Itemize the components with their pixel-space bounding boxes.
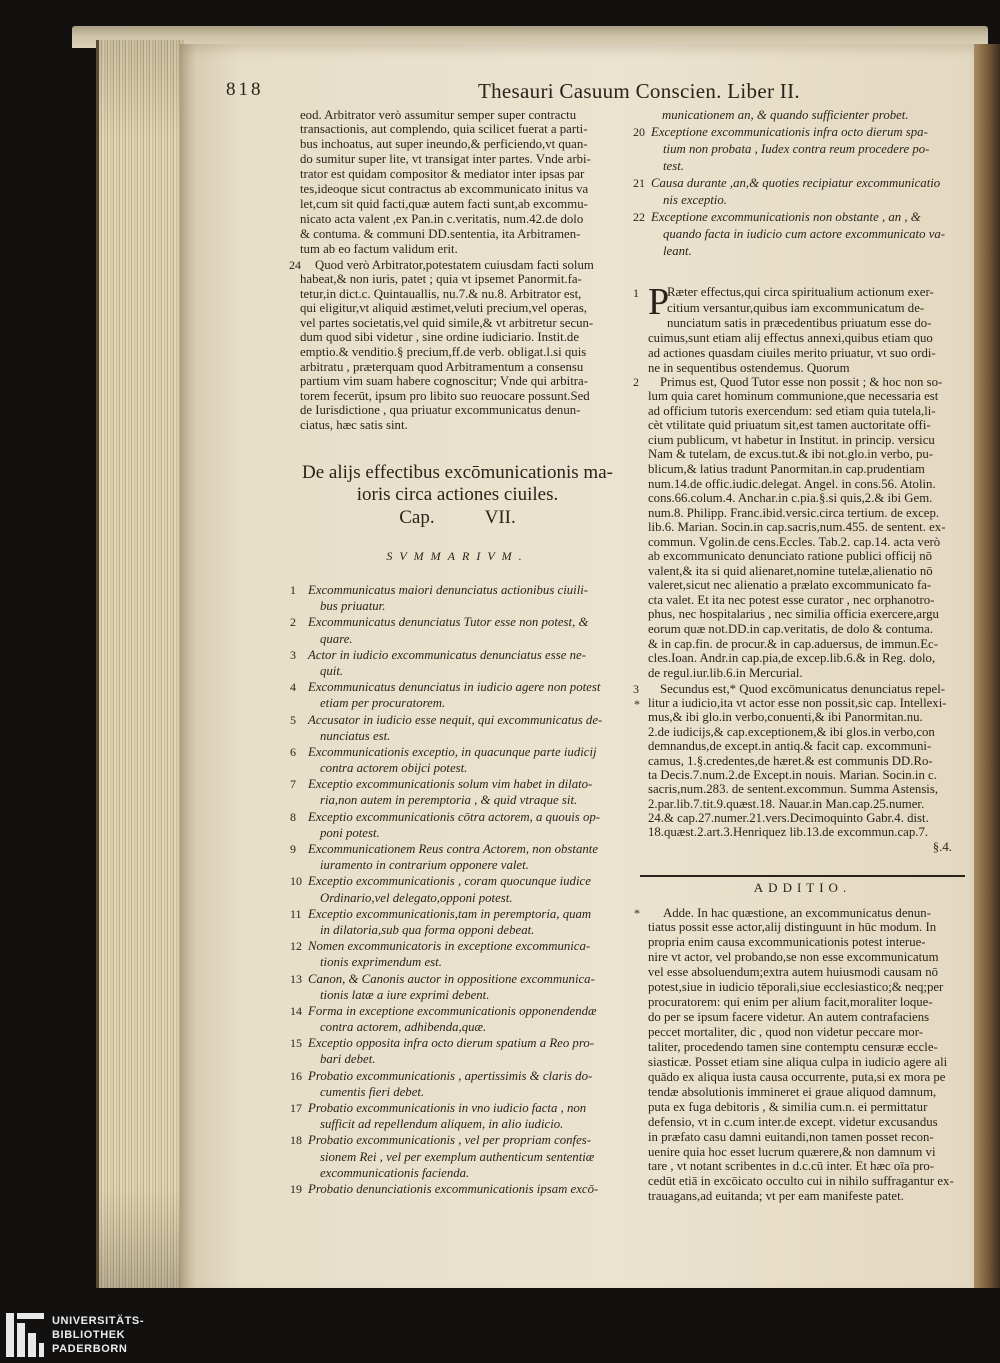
chapter-heading bbox=[290, 462, 625, 506]
summary-item-text bbox=[290, 1181, 625, 1197]
text-line: uenire quia hoc esset lucrum quærere,& non damnum vi bbox=[648, 1144, 936, 1159]
summary-item bbox=[290, 1132, 625, 1181]
summary-item bbox=[633, 175, 966, 209]
text-line: phus, nec hospitalarius , nec similia officia exercere,argu bbox=[648, 607, 939, 622]
right-paragraph-3 bbox=[648, 682, 966, 854]
text-line: tes,ideoque sicut contractus ab excommunicato initus va bbox=[300, 181, 589, 196]
summary-item-text bbox=[290, 841, 625, 873]
text-line: excommunicationis facienda. bbox=[320, 1165, 470, 1180]
text-line: demnandus,de except.in antiq.& facit cap. excommuni- bbox=[648, 739, 932, 754]
text-line: Actor in iudicio excommunicatus denunciatus esse ne- bbox=[308, 647, 586, 662]
summary-item bbox=[290, 712, 625, 744]
text-line: De alijs effectibus excōmunicationis ma- bbox=[302, 462, 613, 483]
left-paragraph-a bbox=[300, 108, 625, 257]
summary-item-text bbox=[290, 744, 625, 776]
text-line: do per se ipsum facere videtur. An autem contrafaciens bbox=[648, 1010, 930, 1025]
summary-item bbox=[633, 209, 966, 260]
summary-item-text bbox=[633, 175, 966, 209]
text-line: eorum quæ not.DD.in cap.veritatis, de dolo & contuma. bbox=[648, 621, 934, 636]
text-line: nunciatus est. bbox=[320, 728, 391, 743]
text-line: in præfato casu damni euitandi,non tamen posset recon- bbox=[648, 1129, 934, 1144]
text-line: Exceptio excommunicationis , coram quocunque iudice bbox=[308, 874, 591, 889]
text-line: §.4. bbox=[932, 839, 952, 854]
text-line: cumentis fieri debet. bbox=[320, 1084, 425, 1099]
paragraph-number: 24 bbox=[289, 258, 301, 272]
drop-cap-initial: P bbox=[648, 281, 670, 323]
text-line: tionis exprimendum est. bbox=[320, 955, 442, 970]
text-line: sufficit ad repellendum aliquem, in alio iudicio. bbox=[320, 1117, 564, 1132]
text-line: Excommunicatus denunciatus Tutor esse non potest, & bbox=[308, 615, 589, 630]
text-line: poni potest. bbox=[320, 825, 380, 840]
summary-item bbox=[290, 614, 625, 646]
text-line: ne in sequentibus ostendemus. Quorum bbox=[648, 361, 850, 376]
text-line: cons.66.colum.4. Anchar.in c.pia.§.si quis,2.& ibi Gem. bbox=[648, 491, 933, 506]
summary-item-text bbox=[290, 647, 625, 679]
text-line: nire vt actor, vel probando,se non esse excommunicatum bbox=[648, 950, 939, 965]
summary-item bbox=[290, 1100, 625, 1132]
text-line: trauagans,ad euitanda; vt per eam manifeste patet. bbox=[648, 1189, 904, 1204]
text-line: Exceptio opposita infra octo dierum spatium a Reo pro- bbox=[308, 1036, 594, 1051]
text-line: camus, 1.§.credentes,de hæret.& est communis DD.Ro- bbox=[648, 753, 933, 768]
left-paragraph-24 bbox=[300, 258, 625, 433]
text-line: sacris,num.283. de sentent.excommun. Summa Astensis, bbox=[648, 782, 939, 797]
summary-list-left bbox=[290, 582, 625, 1197]
text-line: citium versantur,quibus iam excommunicatum de- bbox=[667, 300, 925, 315]
summary-item-number: 9 bbox=[290, 842, 296, 856]
logo-line: UNIVERSITÄTS- bbox=[52, 1315, 145, 1327]
text-line: transactionis, aut complendo, quia scilicet fuerat a parti- bbox=[300, 122, 588, 137]
text-line: Accusator in iudicio esse nequit, qui excommunicatus de- bbox=[308, 712, 603, 727]
logo-line: BIBLIOTHEK bbox=[52, 1329, 126, 1341]
summary-item-text bbox=[290, 1132, 625, 1181]
summary-item bbox=[290, 938, 625, 970]
summary-item bbox=[290, 841, 625, 873]
text-line: Ordinario,vel delegato,opponi potest. bbox=[320, 890, 513, 905]
text-line: arbitratu , præterquam quod Arbitramentum a consensu bbox=[300, 359, 584, 374]
paragraph-number: 3 bbox=[633, 682, 639, 696]
text-line: Excommunicationem Reus contra Actorem, non obstante bbox=[308, 842, 599, 856]
page-number: 818 bbox=[226, 79, 264, 100]
text-line: in dilatoria,sub qua forma opponi debeat. bbox=[320, 922, 535, 937]
summary-item-number: 20 bbox=[633, 124, 645, 139]
text-line: cium publicum, vt habetur in Institut. in princip. versicu bbox=[648, 432, 935, 447]
text-line: contra actorem, adhibenda,quæ. bbox=[320, 1020, 487, 1035]
chapter-roman-number: VII. bbox=[484, 507, 516, 528]
text-line: Probatio excommunicationis , vel per propriam confes- bbox=[308, 1133, 592, 1148]
right-paragraph-2 bbox=[648, 375, 966, 680]
text-line: cta valet. Et ita nec potest esse curator , nec orphanotro- bbox=[648, 592, 935, 607]
additio-divider bbox=[640, 875, 965, 877]
summary-item-text bbox=[290, 679, 625, 711]
text-line: lum quia caret hominum communione,que necessaria est bbox=[648, 389, 939, 404]
text-line: lib.6. Marian. Socin.in cap.sacris,num.455. de sentent. ex- bbox=[648, 520, 946, 535]
text-line: Exceptione excommunicationis non obstante , an , & bbox=[651, 209, 921, 224]
text-line: Adde. In hac quæstione, an excommunicatus denun- bbox=[663, 905, 931, 920]
text-line: ad actiones quasdam ciuiles merito priuatur, vt suo ordi- bbox=[648, 346, 936, 361]
text-line: Excommunicationis exceptio, in quacunque parte iudicij bbox=[308, 744, 597, 759]
text-line: Nomen excommunicatoris in exceptione excommunica- bbox=[308, 939, 591, 954]
summary-item bbox=[290, 647, 625, 679]
text-line: Exceptio excommunicationis,tam in peremptoria, quam bbox=[308, 906, 592, 921]
text-line: Canon, & Canonis auctor in oppositione excommunica- bbox=[308, 971, 595, 986]
text-line: cèt vtilitate quid priuatum sit,est tamen auctoritate offi- bbox=[648, 418, 931, 433]
text-line: Probatio excommunicationis , apertissimis & claris do- bbox=[308, 1068, 593, 1083]
summary-item-number: 1 bbox=[290, 583, 296, 597]
text-line: vel partes societatis,vel quid simile,& vt arbitretur secun- bbox=[300, 315, 594, 330]
text-line: mus,& ibi glo.in verbo,conuenti,& ibi Panormitan.nu. bbox=[648, 710, 923, 725]
library-logo-text bbox=[52, 1314, 144, 1356]
text-line: num.8. Philipp. Franc.ibid.versic.circa tertium. de excep. bbox=[648, 505, 940, 520]
summary-item-text bbox=[290, 938, 625, 970]
text-line: let,cum sit quid facti,quæ autem facti sunt,ab excommu- bbox=[300, 196, 588, 211]
text-line: cuimus,sunt etiam alij effectus annexi,quibus etiam quo bbox=[648, 330, 933, 345]
text-line: etiam per procuratorem. bbox=[320, 696, 446, 711]
summary-item-text bbox=[290, 582, 625, 614]
text-line: cles.Ioan. Andr.in cap.pia,de excep.lib.6.& in Reg. dolo, bbox=[648, 651, 936, 666]
text-line: ciatus, hæc satis sint. bbox=[300, 417, 408, 432]
text-line: Nam & tutelam, de excus.tut.& ibi not.glo.in verbo, pu- bbox=[648, 447, 934, 462]
summary-item-text bbox=[633, 209, 966, 260]
summary-item-number: 21 bbox=[633, 175, 645, 190]
summary-item bbox=[290, 971, 625, 1003]
summary-item bbox=[290, 906, 625, 938]
text-line: & contuma. & communi DD.sententia, ita Arbitramen- bbox=[300, 226, 581, 241]
text-line: commun. Vgolin.de cens.Eccles. Tab.2. cap.14. acta verò bbox=[648, 534, 941, 549]
summary-item-number: 15 bbox=[290, 1036, 302, 1051]
page-edges-stack bbox=[96, 40, 184, 1288]
text-line: Exceptione excommunicationis infra octo dierum spa- bbox=[651, 124, 928, 139]
text-line: peccet mortaliter, dic , quod non videtur peccare mor- bbox=[648, 1025, 923, 1039]
summary-item bbox=[290, 809, 625, 841]
summary-list-right bbox=[633, 107, 966, 260]
summary-item-number: 18 bbox=[290, 1133, 302, 1148]
additio-title: ADDITIO. bbox=[753, 880, 852, 895]
text-line: taliter, procedendo tamen sine contemptu censuræ eccle- bbox=[648, 1039, 938, 1054]
chapter-label: Cap. bbox=[399, 507, 435, 528]
text-line: siasticæ. Posset etiam sine aliqua culpa in iudicio agere ali bbox=[648, 1054, 948, 1069]
text-line: bari debet. bbox=[320, 1052, 376, 1067]
text-line: num.14.de offic.iudic.delegat. Angel. in cons.56. Atolin. bbox=[648, 476, 936, 491]
text-line: valeret,sicut nec alienatio a prælato excommunicato fa- bbox=[648, 578, 932, 593]
page-right-edge bbox=[974, 44, 1000, 1288]
text-line: emptio.& venditio.§ precium,ff.de verb. obligat.l.si quis bbox=[300, 344, 587, 359]
summary-item-number: 11 bbox=[290, 906, 302, 921]
right-paragraph-1 bbox=[648, 281, 966, 376]
text-line: nicato acta valent ,ex Pan.in c.veritatis, num.42.de dolo bbox=[300, 211, 584, 226]
text-line: 18.quæst.2.art.3.Henriquez lib.13.de excommun.cap.7. bbox=[648, 825, 929, 840]
text-line: propria enim causa excommunicationis potest interue- bbox=[648, 935, 926, 950]
text-line: eod. Arbitrator verò assumitur semper super contractu bbox=[300, 107, 577, 122]
text-line: blicum,& latius tradunt Panormitan.in cap.prudentiam bbox=[648, 461, 925, 476]
summary-item bbox=[290, 679, 625, 711]
text-line: defensio, vt in c.cum inter.de except. videtur excusandus bbox=[648, 1114, 938, 1129]
text-line: leant. bbox=[663, 243, 692, 258]
text-line: iuramento in contrarium opponere valet. bbox=[320, 858, 529, 873]
text-line: test. bbox=[663, 158, 684, 173]
text-line: de regul.iur.lib.6.in Mercurial. bbox=[648, 665, 803, 680]
text-line: ad officium tutoris exercendum: sed etiam quia tutela,li- bbox=[648, 403, 936, 418]
chapter-number bbox=[290, 506, 625, 530]
summary-item-number: 10 bbox=[290, 874, 302, 889]
summary-item bbox=[290, 1068, 625, 1100]
summary-item-number: 19 bbox=[290, 1181, 302, 1196]
summary-item bbox=[290, 744, 625, 776]
summary-continuation-line: municationem an, & quando sufficienter probet. bbox=[662, 107, 909, 122]
paragraph-number: 1 bbox=[633, 286, 639, 300]
text-line: tium non probata , Iudex contra reum procedere po- bbox=[663, 141, 930, 156]
text-line: sionem Rei , vel per exemplum authenticum sententiæ bbox=[320, 1149, 595, 1164]
text-line: ioris circa actiones ciuiles. bbox=[356, 484, 559, 505]
summary-item bbox=[290, 1003, 625, 1035]
text-line: cedūt etiā in excōicato occulto cui in nihilo suffragantur ex- bbox=[648, 1174, 954, 1189]
text-line: tionis latæ a iure exprimi debent. bbox=[320, 987, 490, 1002]
summary-item-number: 8 bbox=[290, 809, 296, 824]
text-line: tiatus possit esse actor,alij distinguunt in hūc modum. In bbox=[648, 920, 937, 935]
text-line: puta ex fuga debitoris , & similia cum.n. ei permittatur bbox=[648, 1099, 928, 1114]
text-line: contra actorem obijci potest. bbox=[320, 761, 468, 776]
text-line: Secundus est,* Quod excōmunicatus denunciatus repel- bbox=[660, 681, 946, 696]
text-line: Primus est, Quod Tutor esse non possit ; & hoc non so- bbox=[660, 374, 943, 389]
text-line: bus inchoatus, aut super ineundo,& perficiendo,vt quan- bbox=[300, 137, 588, 152]
text-line: quit. bbox=[320, 663, 344, 678]
text-line: do sumitur super lite, vt transigat inter partes. Vnde arbi- bbox=[300, 152, 591, 167]
text-line: & in cap.fin. de procur.& in cap.aduersus, de immun.Ec- bbox=[648, 636, 938, 651]
summary-item-text bbox=[290, 873, 625, 905]
text-line: valent,& ita si quid alienaret,nomine tutelæ,alienatio nō bbox=[648, 563, 933, 578]
summary-item bbox=[290, 1035, 625, 1067]
summary-item-text bbox=[290, 614, 625, 646]
text-line: Excommunicatus maiori denunciatus actionibus ciuili- bbox=[308, 583, 589, 597]
asterisk-marker: * bbox=[634, 697, 640, 711]
text-line: tum ab eo factum validum erit. bbox=[300, 241, 458, 256]
summary-item-number: 16 bbox=[290, 1068, 302, 1083]
text-line: potest,siue in iudicio tēporali,siue ecclesiastico;& neq;per bbox=[648, 980, 944, 995]
text-line: qui eligitur,vt aliquid æstimet,veluti precium,vel operas, bbox=[300, 301, 588, 316]
summary-item bbox=[290, 1181, 625, 1197]
summary-item-number: 4 bbox=[290, 680, 296, 695]
summary-item bbox=[290, 582, 625, 614]
text-line: dum quod sibi videtur , sine ordine iudiciario. Instit.de bbox=[300, 330, 580, 345]
text-line: torem fecerūt, ipsum pro libito suo reuocare possunt.Sed bbox=[300, 388, 590, 403]
summary-item bbox=[290, 873, 625, 905]
text-line: trator est quidam compositor & mediator inter ipsas par bbox=[300, 167, 585, 182]
text-line: vel esse absoluendum;extra autem huiusmodi causam nō bbox=[648, 965, 938, 980]
summary-item-text bbox=[290, 809, 625, 841]
text-line: quādo ex aliqua iusta causa occurrente, puta,si ex mora pe bbox=[648, 1069, 946, 1084]
asterisk-marker: * bbox=[634, 906, 640, 920]
text-line: nunciatum satis in præcedentibus priuatum esse do- bbox=[667, 315, 932, 330]
paragraph-number: 2 bbox=[633, 375, 639, 389]
text-line: Quod verò Arbitrator,potestatem cuiusdam facti solum bbox=[315, 257, 594, 272]
text-line: ria,non autem in peremptoria , & quid vtraque sit. bbox=[320, 793, 578, 808]
text-line: Ræter effectus,qui circa spiritualium actionum exer- bbox=[667, 285, 934, 300]
text-line: habeat,& non iuris, patet ; quia vt ipsemet Panormit.fa- bbox=[300, 272, 582, 287]
summary-item-text bbox=[290, 971, 625, 1003]
summary-title: SVMMARIVM. bbox=[386, 549, 529, 563]
text-line: nis exceptio. bbox=[663, 192, 727, 207]
running-title: Thesauri Casuum Conscien. Liber II. bbox=[478, 79, 800, 103]
summary-item-number: 17 bbox=[290, 1101, 302, 1115]
summary-item-text bbox=[290, 776, 625, 808]
summary-item-number: 7 bbox=[290, 777, 296, 792]
summary-item-text bbox=[290, 1100, 625, 1132]
text-line: Exceptio excommunicationis cōtra actorem, a quouis op- bbox=[308, 809, 601, 824]
summary-item bbox=[633, 124, 966, 175]
text-line: Causa durante ,an,& quoties recipiatur excommunicatio bbox=[651, 175, 941, 190]
text-line: bus priuatur. bbox=[320, 599, 386, 614]
text-line: de Iurisdictione , qua priuatur excommunicatus denun- bbox=[300, 403, 581, 418]
logo-line: PADERBORN bbox=[52, 1343, 128, 1355]
text-line: procuratorem: qui enim per alium facit,moraliter loque- bbox=[648, 995, 933, 1010]
text-line: 2.de iudicijs,& cap.exceptionem,& ibi glos.in verbo,con bbox=[648, 724, 935, 739]
summary-item-number: 5 bbox=[290, 712, 296, 727]
additio-paragraph bbox=[648, 906, 966, 1205]
summary-item-number: 14 bbox=[290, 1003, 302, 1018]
summary-item-number: 2 bbox=[290, 615, 296, 630]
text-line: tetur,in dict.c. Quintauallis, nu.7.& nu.8. Arbitrator est, bbox=[300, 286, 582, 301]
text-line: Excommunicatus denunciatus in iudicio agere non potest bbox=[308, 680, 601, 695]
text-line: quare. bbox=[320, 631, 353, 646]
summary-item-number: 3 bbox=[290, 647, 296, 662]
summary-item-text bbox=[290, 1035, 625, 1067]
summary-item-text bbox=[290, 712, 625, 744]
summary-item-number: 13 bbox=[290, 971, 302, 986]
text-line: ta Decis.7.num.2.de Except.in nouis. Marian. Socin.in c. bbox=[648, 767, 937, 782]
text-line: Forma in exceptione excommunicationis opponendendæ bbox=[308, 1003, 597, 1018]
text-line: partium vim suam habere cognoscitur; Vnde qui arbitra- bbox=[300, 374, 588, 389]
summary-item-text bbox=[290, 906, 625, 938]
text-line: ab excommunicato denunciato ratione publici officij nō bbox=[648, 549, 933, 564]
text-line: tendæ absolutionis immineret ei graue aliquod damnum, bbox=[648, 1084, 937, 1099]
text-line: 2.par.lib.7.tit.9.quæst.18. Nauar.in Man.cap.25.numer. bbox=[648, 796, 925, 811]
summary-item bbox=[290, 776, 625, 808]
summary-item-text bbox=[290, 1068, 625, 1100]
summary-item-text bbox=[633, 124, 966, 175]
summary-item-text bbox=[290, 1003, 625, 1035]
summary-item-number: 12 bbox=[290, 939, 302, 954]
text-line: tare , vt notant scribentes in d.c.cū inter. Et hæc oīa pro- bbox=[648, 1159, 935, 1174]
text-line: Probatio excommunicationis in vno iudicio facta , non bbox=[308, 1101, 587, 1115]
text-line: 24.& cap.27.numer.21.vers.Decimoquinto Gabr.4. dist. bbox=[648, 810, 929, 825]
summary-item-number: 22 bbox=[633, 209, 645, 224]
text-line: quando facta in iudicio cum actore excommunicato va- bbox=[663, 226, 946, 241]
library-logo-icon bbox=[6, 1313, 44, 1357]
text-line: Exceptio excommunicationis solum vim habet in dilato- bbox=[308, 777, 593, 792]
summary-item-number: 6 bbox=[290, 744, 296, 759]
text-line: Probatio denunciationis excommunicationis ipsam excō- bbox=[308, 1181, 599, 1196]
text-line: litur a iudicio,ita vt actor esse non possit,sic cap. Intellexi- bbox=[648, 696, 947, 711]
